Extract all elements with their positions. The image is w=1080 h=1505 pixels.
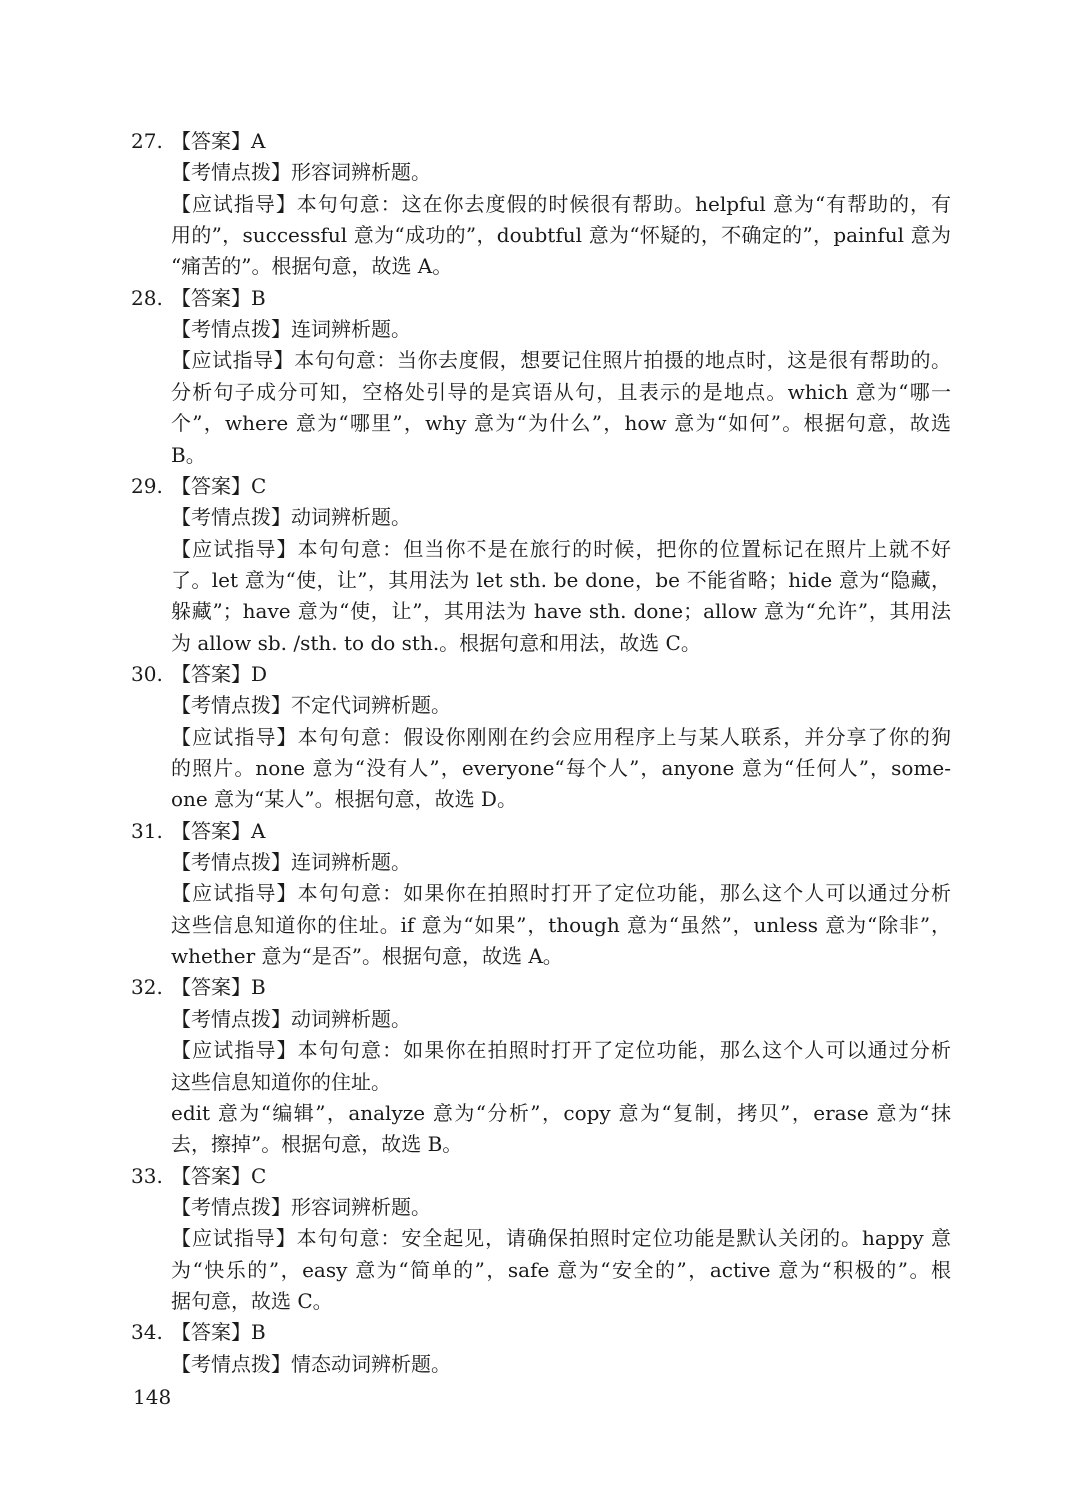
guidance-line: 这些信息知道你的住址。if 意为“如果”，though 意为“虽然”，unless 意为“除非”，	[171, 912, 951, 937]
guidance-line: 分析句子成分可知，空格处引导的是宾语从句，且表示的是地点。which 意为“哪一	[171, 379, 951, 404]
guidance-line: 【应试指导】本句句意：安全起见，请确保拍照时定位功能是默认关闭的。happy 意	[171, 1226, 951, 1251]
question-number: 27.	[131, 129, 163, 153]
guidance-line: one 意为“某人”。根据句意，故选 D。	[171, 787, 517, 812]
exam-point-line: 【考情点拨】连词辨析题。	[171, 850, 411, 875]
guidance-line: 用的”，successful 意为“成功的”，doubtful 意为“怀疑的，不确定的”，painful 意为	[171, 223, 951, 248]
question-number: 33.	[131, 1163, 163, 1188]
guidance-line: 这些信息知道你的住址。	[171, 1069, 391, 1094]
answer-line: 【答案】B	[171, 1320, 266, 1345]
answer-line: 【答案】D	[171, 661, 268, 686]
answer-line: 【答案】B	[171, 285, 266, 310]
guidance-line: edit 意为“编辑”，analyze 意为“分析”，copy 意为“复制，拷贝”，erase 意为“抹	[171, 1100, 951, 1125]
question-number: 30.	[131, 661, 163, 686]
guidance-line: 【应试指导】本句句意：当你去度假，想要记住照片拍摄的地点时，这是很有帮助的。	[171, 348, 951, 373]
exam-point-line: 【考情点拨】形容词辨析题。	[171, 1194, 431, 1219]
question-number: 31.	[131, 818, 163, 843]
answer-line: 【答案】C	[171, 1163, 267, 1188]
exam-point-line: 【考情点拨】连词辨析题。	[171, 317, 411, 342]
guidance-line: 【应试指导】本句句意：如果你在拍照时打开了定位功能，那么这个人可以通过分析	[171, 1038, 951, 1063]
exam-point-line: 【考情点拨】动词辨析题。	[171, 505, 411, 530]
question-number: 34.	[131, 1320, 163, 1345]
guidance-line: 据句意，故选 C。	[171, 1288, 333, 1313]
guidance-line: 去，擦掉”。根据句意，故选 B。	[171, 1132, 463, 1157]
page-number: 148	[133, 1385, 172, 1409]
question-number: 32.	[131, 975, 163, 1000]
guidance-line: 了。let 意为“使，让”，其用法为 let sth. be done，be 不能省略；hide 意为“隐藏，	[171, 567, 951, 592]
question-number: 28.	[131, 285, 163, 310]
guidance-line: 的照片。none 意为“没有人”，everyone“每个人”，anyone 意为“任何人”，some-	[171, 756, 951, 780]
exam-point-line: 【考情点拨】情态动词辨析题。	[171, 1351, 451, 1376]
exam-point-line: 【考情点拨】形容词辨析题。	[171, 160, 431, 185]
answer-line: 【答案】B	[171, 975, 266, 1000]
answer-line: 【答案】A	[171, 129, 266, 153]
question-number: 29.	[131, 473, 163, 498]
guidance-line: 躲藏”；have 意为“使，让”，其用法为 have sth. done；allow 意为“允许”，其用法	[171, 599, 951, 624]
guidance-line: 【应试指导】本句句意：如果你在拍照时打开了定位功能，那么这个人可以通过分析	[171, 881, 951, 906]
answer-line: 【答案】C	[171, 473, 267, 498]
guidance-line: B。	[171, 442, 206, 467]
guidance-line: “痛苦的”。根据句意，故选 A。	[171, 254, 453, 279]
guidance-line: 【应试指导】本句句意：但当你不是在旅行的时候，把你的位置标记在照片上就不好	[171, 536, 951, 561]
exam-point-line: 【考情点拨】动词辨析题。	[171, 1006, 411, 1031]
answer-line: 【答案】A	[171, 818, 266, 843]
guidance-line: 【应试指导】本句句意：这在你去度假的时候很有帮助。helpful 意为“有帮助的，有	[171, 191, 951, 216]
guidance-line: whether 意为“是否”。根据句意，故选 A。	[171, 944, 563, 969]
guidance-line: 个”，where 意为“哪里”，why 意为“为什么”，how 意为“如何”。根据句意，故选	[171, 411, 951, 436]
guidance-line: 为“快乐的”，easy 意为“简单的”，safe 意为“安全的”，active 意为“积极的”。根	[171, 1257, 951, 1282]
guidance-line: 【应试指导】本句句意：假设你刚刚在约会应用程序上与某人联系，并分享了你的狗	[171, 724, 951, 749]
exam-point-line: 【考情点拨】不定代词辨析题。	[171, 693, 451, 718]
guidance-line: 为 allow sb. /sth. to do sth.。根据句意和用法，故选 C。	[171, 630, 701, 655]
